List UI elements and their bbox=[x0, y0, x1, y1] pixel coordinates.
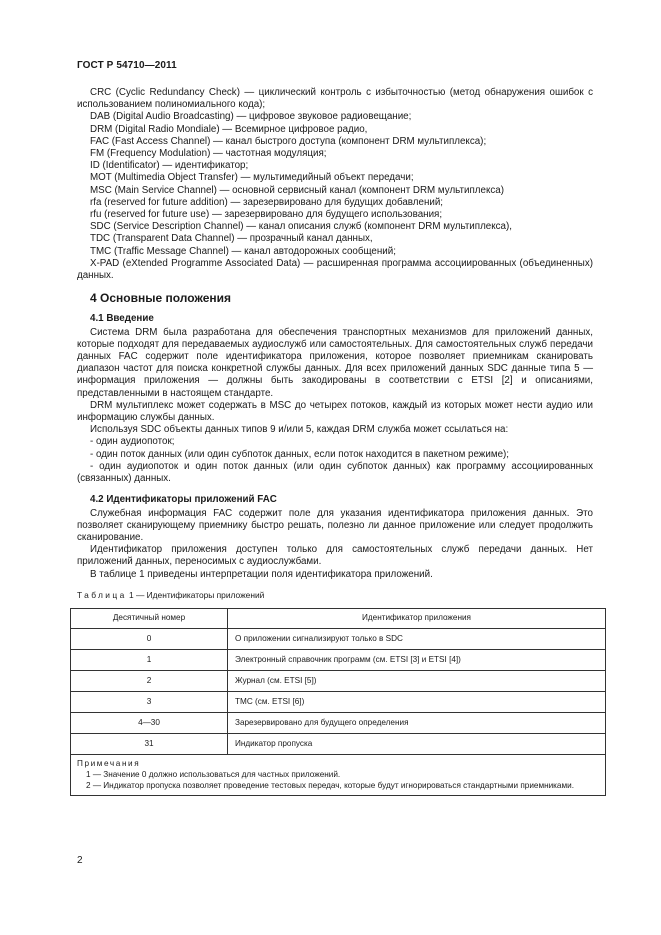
cell-identifier: Зарезервировано для будущего определения bbox=[228, 712, 606, 733]
table-notes bbox=[71, 754, 606, 795]
abbreviation-item: ID (Identificator) — идентификатор; bbox=[90, 160, 249, 172]
abbreviation-item: X-PAD (eXtended Programme Associated Data) — расширенная программа ассоциированных (объединенных) данных. bbox=[77, 257, 593, 282]
table-notes-row bbox=[71, 754, 606, 795]
cell-identifier: Электронный справочник программ (см. ETSI [3] и ETSI [4]) bbox=[228, 649, 606, 670]
section-4-1-heading: 4.1 Введение bbox=[90, 313, 154, 325]
abbreviation-item: DAB (Digital Audio Broadcasting) — цифровое звуковое радиовещание; bbox=[90, 111, 412, 123]
notes-title: Примечания bbox=[77, 758, 141, 768]
list-item: - один поток данных (или один субпоток данных, если поток находится в пакетном режиме); bbox=[90, 448, 510, 460]
cell-decimal: 1 bbox=[71, 649, 228, 670]
paragraph: DRM мультиплекс может содержать в MSC до четырех потоков, каждый из которых может нести аудио или информацию службы данных. bbox=[77, 399, 593, 424]
cell-decimal: 3 bbox=[71, 691, 228, 712]
note-item: 1 — Значение 0 должно использоваться для частных приложений. bbox=[86, 769, 341, 779]
table-caption-label: Таблица bbox=[77, 589, 127, 600]
application-id-table bbox=[70, 608, 606, 796]
paragraph: В таблице 1 приведены интерпретации поля идентификатора приложений. bbox=[90, 568, 433, 580]
abbreviation-item: DRM (Digital Radio Mondiale) — Всемирное цифровое радио, bbox=[90, 123, 368, 135]
paragraph: Система DRM была разработана для обеспечения транспортных механизмов для приложений данных, которые подходят для передаваемых аудиослужб или самостоятельных. Для самостоятельных служб передачи данных FAC содержит поле идентификатора приложения, которое позволяет приемникам сканировать диапазон частот для поиска конкретной службы данных. Для всех приложений данных SDC данные типа 5 — информация приложения — должны быть закодированы в соответствии с ETSI [2] и описаниями, представленными в настоящем стандарте. bbox=[77, 326, 593, 399]
page-number: 2 bbox=[77, 855, 83, 866]
table-row bbox=[71, 712, 606, 733]
cell-decimal: 31 bbox=[71, 733, 228, 754]
abbreviation-item: FM (Frequency Modulation) — частотная модуляция; bbox=[90, 148, 327, 160]
abbreviation-item: TMC (Traffic Message Channel) — канал автодорожных сообщений; bbox=[90, 245, 396, 257]
cell-decimal: 4—30 bbox=[71, 712, 228, 733]
cell-identifier: О приложении сигнализируют только в SDC bbox=[228, 628, 606, 649]
section-4-heading: 4 Основные положения bbox=[90, 291, 232, 306]
note-item: 2 — Индикатор пропуска позволяет проведение тестовых передач, которые будут игнорироваться стандартными приемниками. bbox=[86, 780, 574, 790]
table-caption-text: 1 — Идентификаторы приложений bbox=[126, 589, 265, 600]
table-row bbox=[71, 733, 606, 754]
paragraph: Служебная информация FAC содержит поле для указания идентификатора приложения данных. Это позволяет сканирующему приемнику быстро решать, полезно ли данное приложение или следует продолжить сканирование. bbox=[77, 507, 593, 543]
cell-identifier: Индикатор пропуска bbox=[228, 733, 606, 754]
list-item: - один аудиопоток; bbox=[90, 436, 175, 448]
document-header: ГОСТ Р 54710—2011 bbox=[77, 60, 177, 71]
column-header-decimal: Десятичный номер bbox=[71, 608, 228, 628]
abbreviation-item: MOT (Multimedia Object Transfer) — мультимедийный объект передачи; bbox=[90, 172, 414, 184]
table-caption bbox=[77, 589, 593, 601]
cell-identifier: TMC (см. ETSI [6]) bbox=[228, 691, 606, 712]
cell-identifier: Журнал (см. ETSI [5]) bbox=[228, 670, 606, 691]
cell-decimal: 2 bbox=[71, 670, 228, 691]
table-row bbox=[71, 628, 606, 649]
abbreviation-item: FAC (Fast Access Channel) — канал быстрого доступа (компонент DRM мультиплекса); bbox=[90, 135, 487, 147]
table-row bbox=[71, 691, 606, 712]
table-row bbox=[71, 670, 606, 691]
abbreviation-item: TDC (Transparent Data Channel) — прозрачный канал данных, bbox=[90, 233, 373, 245]
list-item: - один аудиопоток и один поток данных (или один субпоток данных) как программу ассоциированных (связанных) данных. bbox=[77, 460, 593, 485]
cell-decimal: 0 bbox=[71, 628, 228, 649]
column-header-identifier: Идентификатор приложения bbox=[228, 608, 606, 628]
abbreviations-list bbox=[77, 87, 593, 282]
paragraph: Идентификатор приложения доступен только для самостоятельных служб передачи данных. Нет приложений данных, переносимых с аудиослужбами. bbox=[77, 544, 593, 568]
abbreviation-item: SDC (Service Description Channel) — канал описания служб (компонент DRM мультиплекса), bbox=[90, 221, 512, 233]
table-header-row bbox=[71, 608, 606, 628]
abbreviation-item: rfu (reserved for future use) — зарезервировано для будущего использования; bbox=[90, 209, 443, 221]
document-body bbox=[77, 87, 593, 796]
abbreviation-item: MSC (Main Service Channel) — основной сервисный канал (компонент DRM мультиплекса) bbox=[90, 184, 504, 196]
paragraph: Используя SDC объекты данных типов 9 и/или 5, каждая DRM служба может ссылаться на: bbox=[90, 424, 509, 436]
abbreviation-item: CRC (Cyclic Redundancy Check) — циклический контроль с избыточностью (метод обнаружения ошибок с использованием полиномиального кода); bbox=[77, 87, 594, 111]
table-row bbox=[71, 649, 606, 670]
section-4-2-heading: 4.2 Идентификаторы приложений FAC bbox=[90, 494, 277, 506]
abbreviation-item: rfa (reserved for future addition) — зарезервировано для будущих добавлений; bbox=[90, 196, 444, 208]
